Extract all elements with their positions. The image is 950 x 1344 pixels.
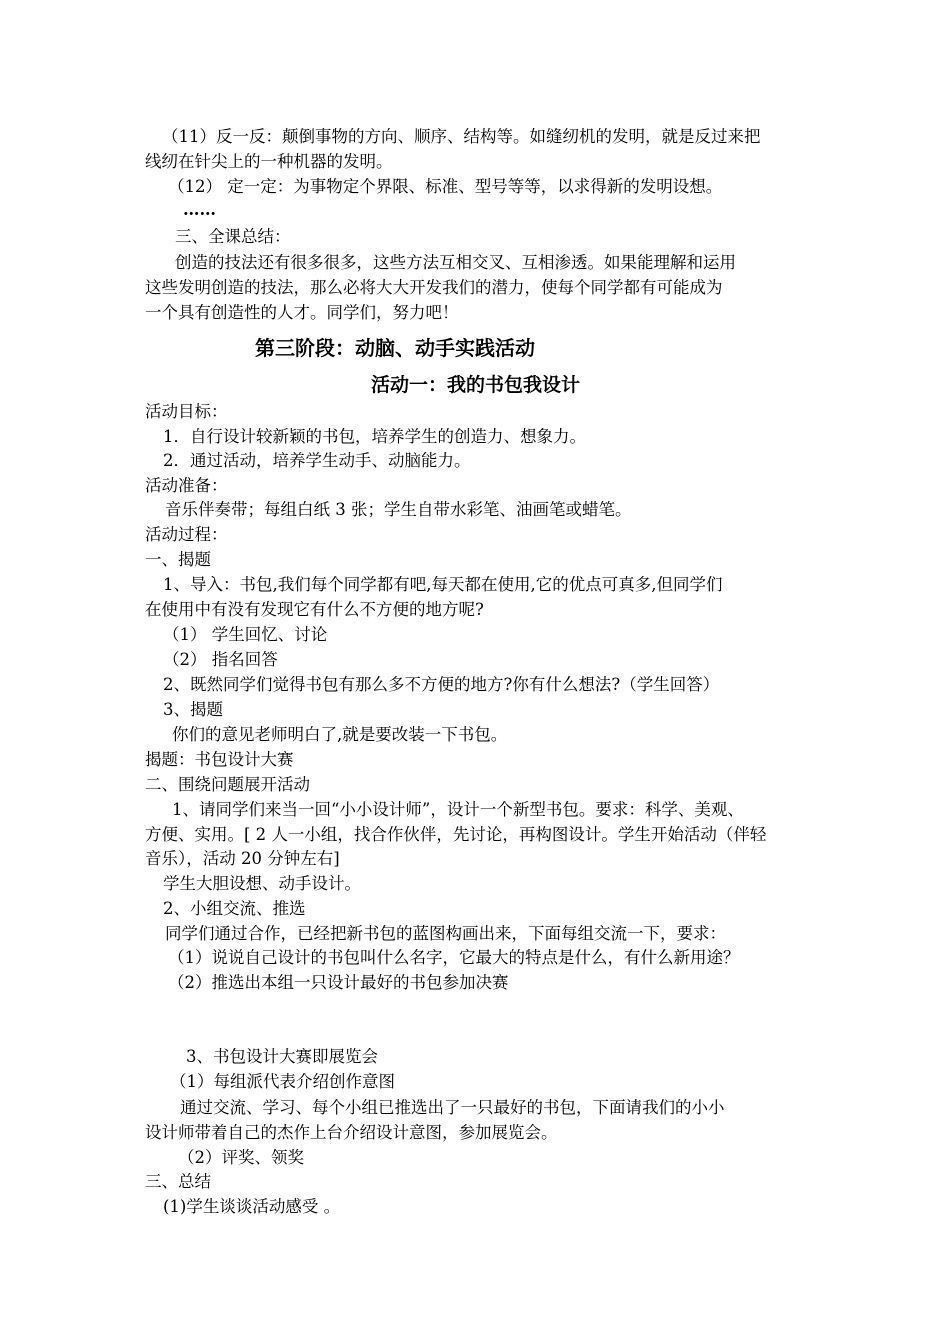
list-item: （2）推选出本组一只设计最好的书包参加决赛 [168,973,509,992]
activity-heading: 活动一：我的书包我设计 [371,374,581,396]
section-heading: 三、全课总结： [175,227,291,246]
paragraph-line: 线纫在针尖上的一种机器的发明。 [145,152,393,171]
paragraph-line: 学生大胆设想、动手设计。 [163,874,361,893]
stage-heading: 第三阶段：动脑、动手实践活动 [255,336,535,360]
list-item: （2） 指名回答 [163,650,278,669]
paragraph-line: （11）反一反：颠倒事物的方向、顺序、结构等。如缝纫机的发明，就是反过来把 [162,127,761,146]
paragraph-line: 1、请同学们来当一回“小小设计师”，设计一个新型书包。要求：科学、美观、 [172,800,744,819]
list-item: (1)学生谈谈活动感受 。 [163,1197,341,1216]
paragraph-line: 设计师带着自己的杰作上台介绍设计意图，参加展览会。 [145,1123,558,1142]
label-line: 活动过程： [145,525,228,544]
section-heading: 二、围绕问题展开活动 [145,775,310,794]
paragraph-line: 一个具有创造性的人才。同学们，努力吧！ [145,303,459,322]
list-item: 2、既然同学们觉得书包有那么多不方便的地方?你有什么想法?（学生回答） [163,675,720,694]
paragraph-line: 方便、实用。[ 2 人一小组，找合作伙伴，先讨论，再构图设计。学生开始活动（伴轻 [145,825,767,844]
list-item: （1）说说自己设计的书包叫什么名字，它最大的特点是什么，有什么新用途？ [168,948,740,967]
section-heading: 一、揭题 [145,550,211,569]
paragraph-line: 通过交流、学习、每个小组已推选出了一只最好的书包，下面请我们的小小 [180,1098,725,1117]
paragraph-line: （12） 定一定：为事物定个界限、标准、型号等等，以求得新的发明设想。 [168,177,723,196]
list-item: 3、揭题 [163,700,223,719]
paragraph-line: 你们的意见老师明白了,就是要改装一下书包。 [172,725,508,744]
paragraph-line: 1、导入：书包,我们每个同学都有吧,每天都在使用,它的优点可真多,但同学们 [163,575,723,594]
ellipsis-line: …… [183,200,216,219]
list-item: （2）评奖、领奖 [178,1148,304,1167]
label-line: 活动准备： [145,476,228,495]
list-item: 3、书包设计大赛即展览会 [186,1047,378,1066]
list-item: （1）每组派代表介绍创作意图 [170,1072,395,1091]
paragraph-line: 在使用中有没有发现它有什么不方便的地方呢? [145,600,484,619]
paragraph-line: 这些发明创造的技法，那么必将大大开发我们的潜力，使每个同学都有可能成为 [145,278,723,297]
paragraph-line: 同学们通过合作，已经把新书包的蓝图构画出来，下面每组交流一下，要求： [165,924,726,943]
paragraph-line: 揭题：书包设计大赛 [145,750,294,769]
list-item: 2．通过活动，培养学生动手、动脑能力。 [163,451,471,470]
paragraph-line: 创造的技法还有很多很多，这些方法互相交叉、互相渗透。如果能理解和运用 [175,253,736,272]
list-item: 1．自行设计较新颖的书包，培养学生的创造力、想象力。 [163,427,586,446]
list-item: 2、小组交流、推选 [163,899,306,918]
paragraph-line: 音乐），活动 20 分钟左右] [145,849,340,868]
section-heading: 三、总结 [145,1172,211,1191]
label-line: 活动目标： [145,402,228,421]
list-item: （1） 学生回忆、讨论 [163,625,328,644]
paragraph-line: 音乐伴奏带；每组白纸 3 张；学生自带水彩笔、油画笔或蜡笔。 [165,500,632,519]
